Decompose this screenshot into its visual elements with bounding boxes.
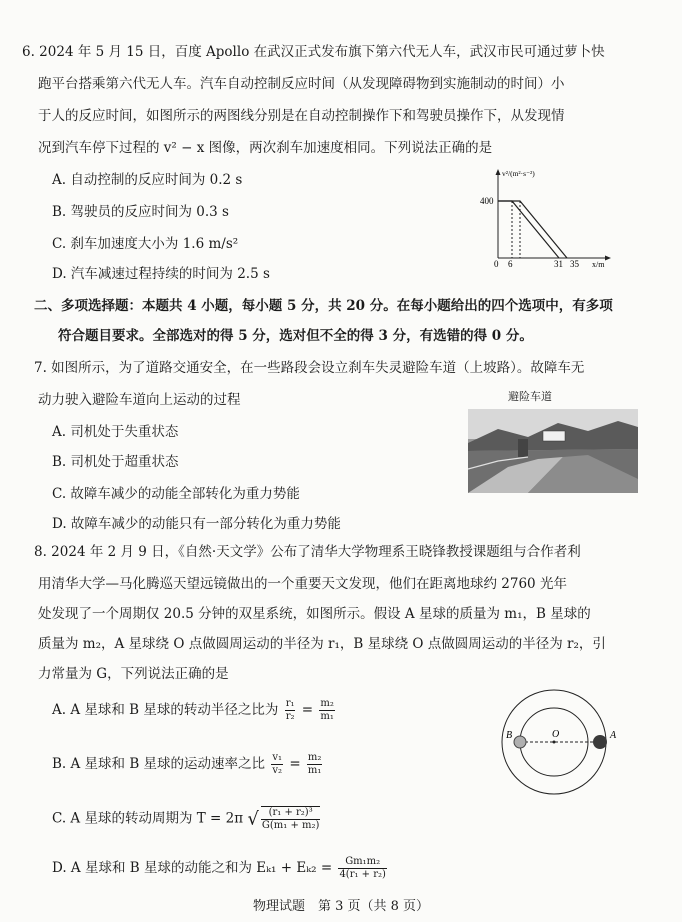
formula-period: $\frac{\text{(r₁ + r₂)³}}{\text{G(m₁ + m₂)}}$	[261, 807, 320, 831]
label-b: B	[506, 730, 513, 741]
q8-line-4: 质量为 m₂，A 星球绕 O 点做圆周运动的半径为 r₁，B 星球绕 O 点做圆周运动的半径为 r₂，引	[38, 636, 606, 652]
graph-x-tick-31: 31	[554, 259, 563, 269]
page-footer: 物理试题 第 3 页（共 8 页）	[252, 899, 430, 914]
q7-line-1: 7. 如图所示，为了道路交通安全，在一些路段会设立刹车失灵避险车道（上坡路）。故障车无	[34, 360, 585, 376]
q8-line-1: 8. 2024 年 2 月 9 日，《自然·天文学》公布了清华大学物理系王晓锋教授课题组与合作者利	[34, 544, 581, 560]
q6-line-3: 于人的反应时间，如图所示的两图线分别是在自动控制操作下和驾驶员操作下，从发现情	[38, 108, 565, 124]
graph-line-driver	[498, 201, 567, 258]
graph-x-tick-0: 0	[494, 259, 499, 269]
q7-option-a: A. 司机处于失重状态	[52, 424, 179, 440]
escape-lane-photo	[468, 409, 638, 493]
q6-option-d: D. 汽车减速过程持续的时间为 2.5 s	[52, 266, 270, 282]
formula-m2-m1-a: $\frac{\text{m₂}}{\text{m₁}}$	[320, 698, 334, 722]
binary-star-diagram	[494, 680, 624, 804]
q6-line-2: 跑平台搭乘第六代无人车。汽车自动控制反应时间（从发现障碍物到实施制动的时间）小	[38, 76, 565, 92]
q8-option-c: C. A 星球的转动周期为 T = 2π √ $\frac{\text{(r₁ + r₂)³}}{\text{G(m₁ + m₂)}}$	[52, 807, 320, 831]
q6-option-a: A. 自动控制的反应时间为 0.2 s	[52, 172, 243, 188]
q6-line-4: 况到汽车停下过程的 v² − x 图像，两次刹车加速度相同。下列说法正确的是	[38, 140, 493, 156]
formula-v1-v2: $\frac{\text{v₁}}{\text{v₂}}$	[272, 752, 283, 776]
q6-line-1: 6. 2024 年 5 月 15 日，百度 Apollo 在武汉正式发布旗下第六代无人车，武汉市民可通过萝卜快	[22, 44, 605, 60]
formula-r1-r2: $\frac{\text{r₁}}{\text{r₂}}$	[285, 698, 295, 722]
formula-kinetic-energy: $\frac{\text{Gm₁m₂}}{\text{4(r₁ + r₂)}}$	[339, 856, 386, 880]
q8-option-a: A. A 星球和 B 星球的转动半径之比为 $\frac{\text{r₁}}{\text{r₂}}$ = $\frac{\text{m₂}}{\text{m₁}}$	[52, 698, 334, 722]
q6-option-c: C. 刹车加速度大小为 1.6 m/s²	[52, 236, 239, 252]
q7-option-d: D. 故障车减少的动能只有一部分转化为重力势能	[52, 516, 341, 532]
section-2-line-2: 符合题目要求。全部选对的得 5 分，选对但不全的得 3 分，有选错的得 0 分。	[58, 328, 533, 344]
graph-line-auto	[498, 201, 559, 258]
q8-option-d-text: D. A 星球和 B 星球的动能之和为 Eₖ₁ + Eₖ₂ =	[52, 860, 333, 876]
label-o: O	[552, 729, 560, 740]
q7-option-c: C. 故障车减少的动能全部转化为重力势能	[52, 486, 300, 502]
section-2-line-1: 二、多项选择题：本题共 4 小题，每小题 5 分，共 20 分。在每小题给出的四个选项中，有多项	[34, 298, 613, 314]
q8-line-2: 用清华大学—马化腾巡天望远镜做出的一个重要天文发现，他们在距离地球约 2760 光年	[38, 576, 567, 592]
q8-option-d	[52, 856, 389, 881]
graph-x-tick-6: 6	[508, 259, 513, 269]
q6-v2-x-graph	[470, 166, 620, 270]
q7-option-b: B. 司机处于超重状态	[52, 454, 179, 470]
q8-option-b-text: B. A 星球和 B 星球的运动速率之比	[52, 756, 266, 772]
graph-x-label: x/m	[592, 260, 605, 269]
star-a	[593, 735, 607, 749]
graph-y-label: v²/(m²·s⁻²)	[502, 169, 535, 178]
q8-option-a-text: A. A 星球和 B 星球的转动半径之比为	[52, 702, 279, 718]
q6-option-b: B. 驾驶员的反应时间为 0.3 s	[52, 204, 229, 220]
q8-option-c-text: C. A 星球的转动周期为 T = 2π	[52, 810, 244, 827]
q8-line-3: 处发现了一个周期仅 20.5 分钟的双星系统，如图所示。假设 A 星球的质量为 m₁，B 星球的	[38, 606, 591, 622]
q7-line-2: 动力驶入避险车道向上运动的过程	[38, 392, 241, 408]
graph-y-tick-400: 400	[480, 196, 494, 206]
graph-x-tick-35: 35	[570, 259, 579, 269]
q8-option-b: B. A 星球和 B 星球的运动速率之比 $\frac{\text{v₁}}{\text{v₂}}$ = $\frac{\text{m₂}}{\text{m₁}}$	[52, 752, 322, 776]
q8-line-5: 力常量为 G，下列说法正确的是	[38, 666, 229, 682]
q7-photo-label: 避险车道	[508, 390, 552, 403]
formula-m2-m1-b: $\frac{\text{m₂}}{\text{m₁}}$	[307, 752, 322, 776]
star-b	[514, 736, 526, 748]
label-a: A	[610, 730, 617, 741]
